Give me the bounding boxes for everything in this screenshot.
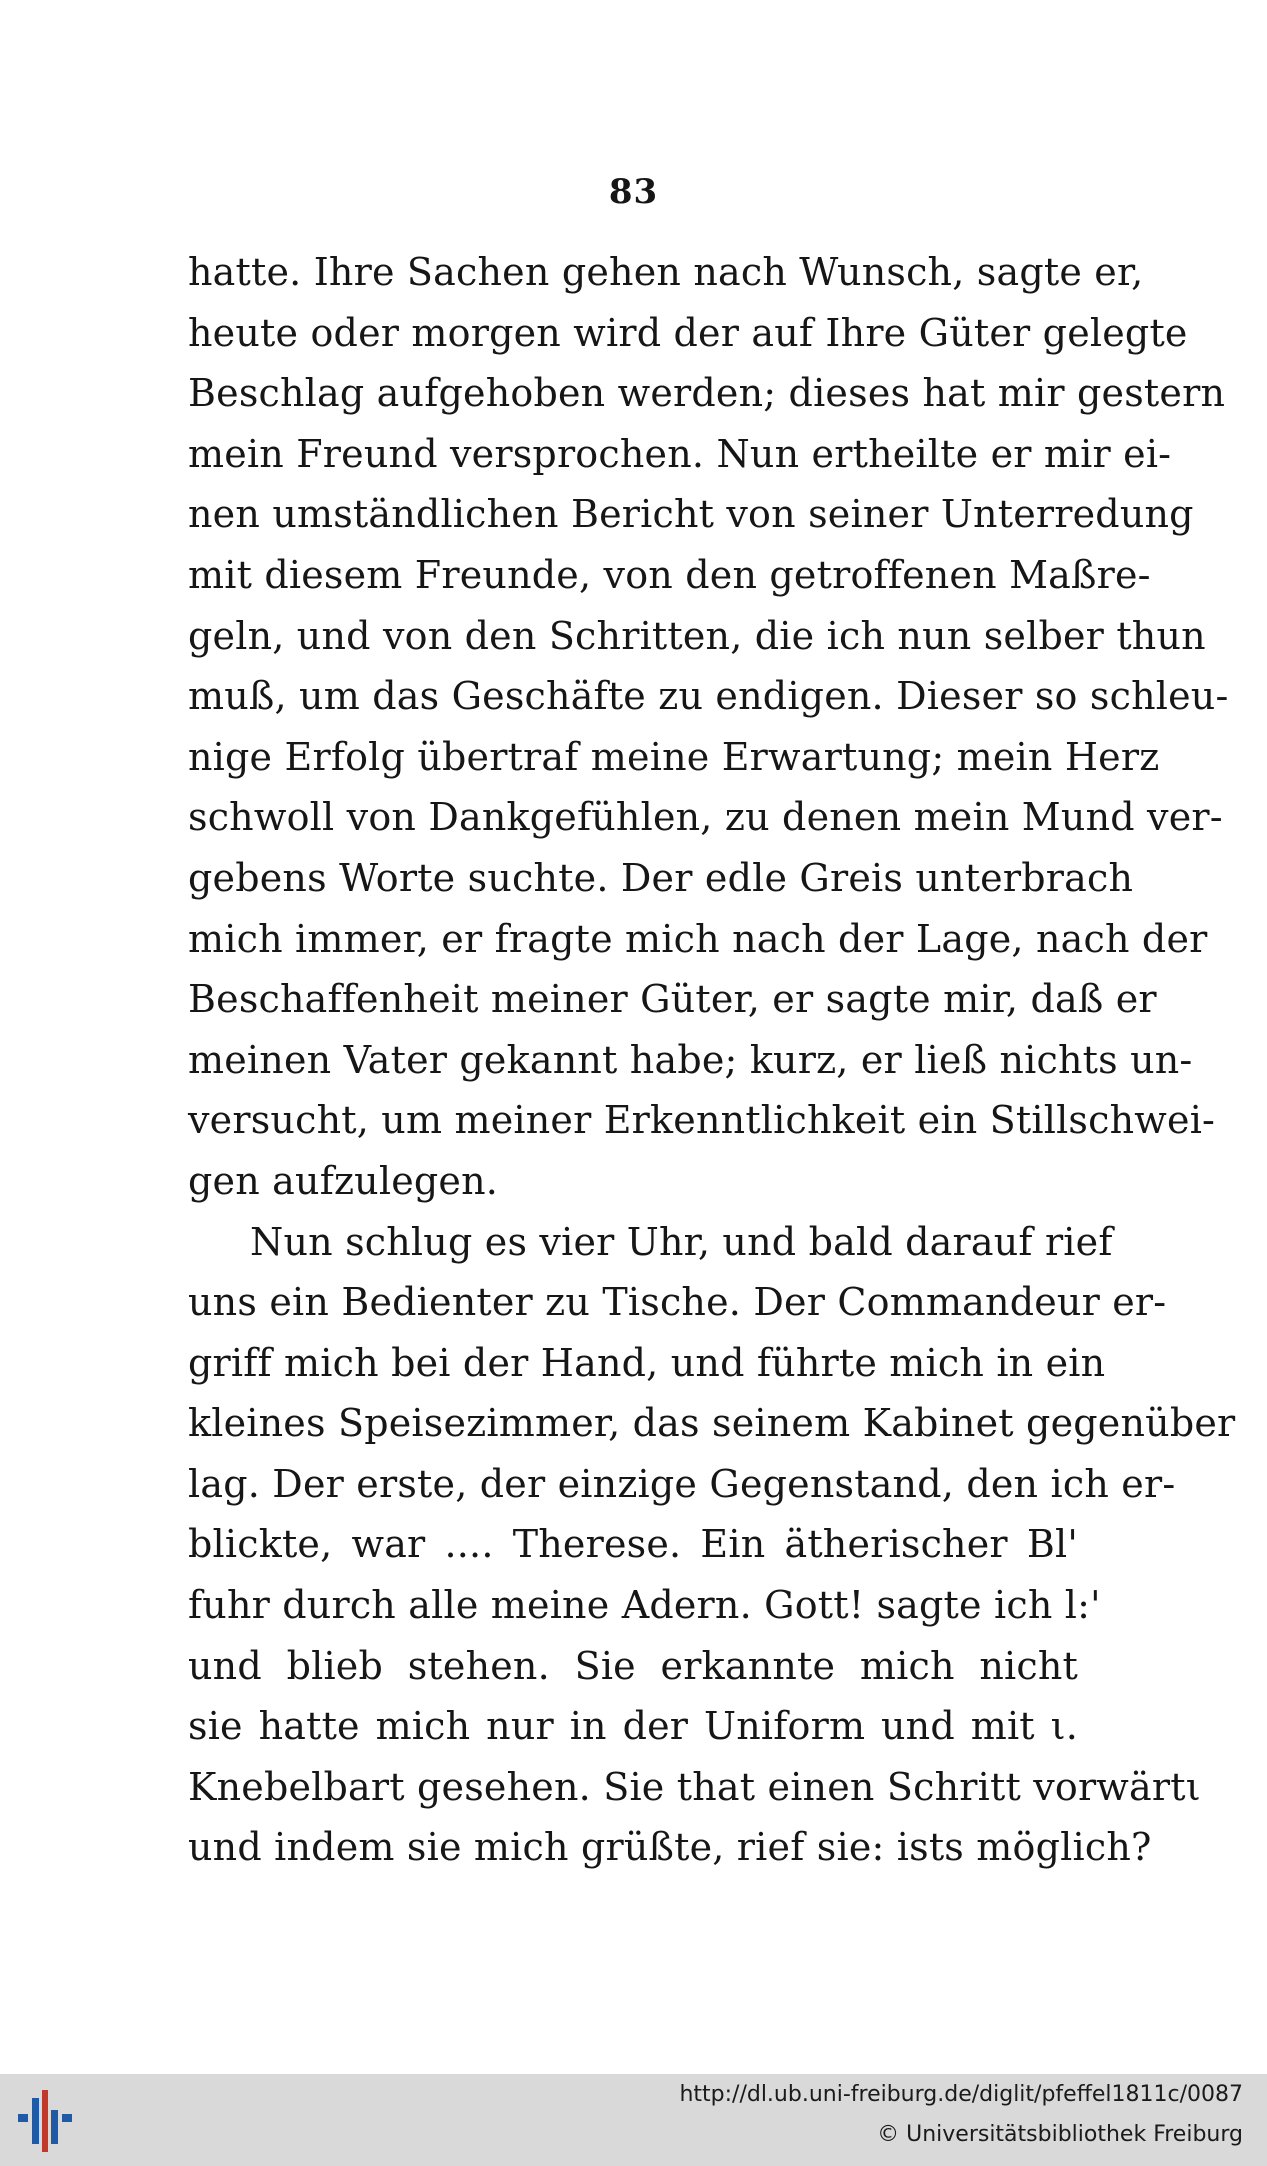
- ub-freiburg-logo-icon[interactable]: [14, 2088, 76, 2154]
- text-line: muß, um das Geschäfte zu endigen. Dieser so schleu-: [188, 674, 1229, 719]
- page-number: 83: [608, 172, 659, 212]
- text-line: gebens Worte suchte. Der edle Greis unterbrach: [188, 855, 1134, 900]
- text-line: Beschlag aufgehoben werden; dieses hat mir gestern: [188, 371, 1226, 416]
- text-line: Beschaffenheit meiner Güter, er sagte mir, daß er: [188, 977, 1157, 1022]
- text-line: versucht, um meiner Erkenntlichkeit ein Stillschwei-: [188, 1098, 1216, 1143]
- text-line: schwoll von Dankgefühlen, zu denen mein Mund ver-: [188, 795, 1223, 840]
- footer-copyright: © Universitätsbibliothek Freiburg: [877, 2122, 1243, 2147]
- text-line: nen umständlichen Bericht von seiner Unterredung: [188, 492, 1194, 537]
- text-line: geln, und von den Schritten, die ich nun selber thun: [188, 613, 1206, 658]
- text-line: mich immer, er fragte mich nach der Lage, nach der: [188, 916, 1208, 961]
- text-line: und indem sie mich grüßte, rief sie: ists möglich?: [188, 1825, 1152, 1870]
- body-text: [188, 242, 1236, 1878]
- text-line: blickte, war .... Therese. Ein ätherischer Bl': [188, 1522, 1078, 1567]
- text-line: meinen Vater gekannt habe; kurz, er ließ nichts un-: [188, 1037, 1193, 1082]
- footer-bar: [0, 2074, 1267, 2166]
- text-line: hatte. Ihre Sachen gehen nach Wunsch, sagte er,: [188, 250, 1144, 294]
- paragraph-1: [188, 242, 1229, 1212]
- text-line: mit diesem Freunde, von den getroffenen Maßre-: [188, 552, 1151, 597]
- text-line: fuhr durch alle meine Adern. Gott! sagte ich l:': [188, 1583, 1101, 1628]
- text-line: gen aufzulegen.: [188, 1158, 499, 1203]
- text-line: Knebelbart gesehen. Sie that einen Schritt vorwärtι: [188, 1764, 1201, 1809]
- text-line: Nun schlug es vier Uhr, und bald darauf rief: [250, 1219, 1113, 1264]
- text-line: mein Freund versprochen. Nun ertheilte er mir ei-: [188, 431, 1172, 476]
- text-line: und blieb stehen. Sie erkannte mich nicht: [188, 1643, 1078, 1688]
- text-line: nige Erfolg übertraf meine Erwartung; mein Herz: [188, 734, 1160, 779]
- text-line: uns ein Bedienter zu Tische. Der Commandeur er-: [188, 1280, 1167, 1325]
- text-line: heute oder morgen wird der auf Ihre Güter gelegte: [188, 310, 1188, 355]
- text-line: griff mich bei der Hand, und führte mich in ein: [188, 1340, 1106, 1385]
- text-line: lag. Der erste, der einzige Gegenstand, den ich er-: [188, 1461, 1176, 1506]
- footer-url-link[interactable]: http://dl.ub.uni-freiburg.de/diglit/pfeffel1811c/0087: [679, 2082, 1243, 2107]
- paragraph-2: [188, 1212, 1236, 1879]
- text-line: sie hatte mich nur in der Uniform und mit ι.: [188, 1704, 1078, 1749]
- text-line: kleines Speisezimmer, das seinem Kabinet gegenüber: [188, 1401, 1236, 1446]
